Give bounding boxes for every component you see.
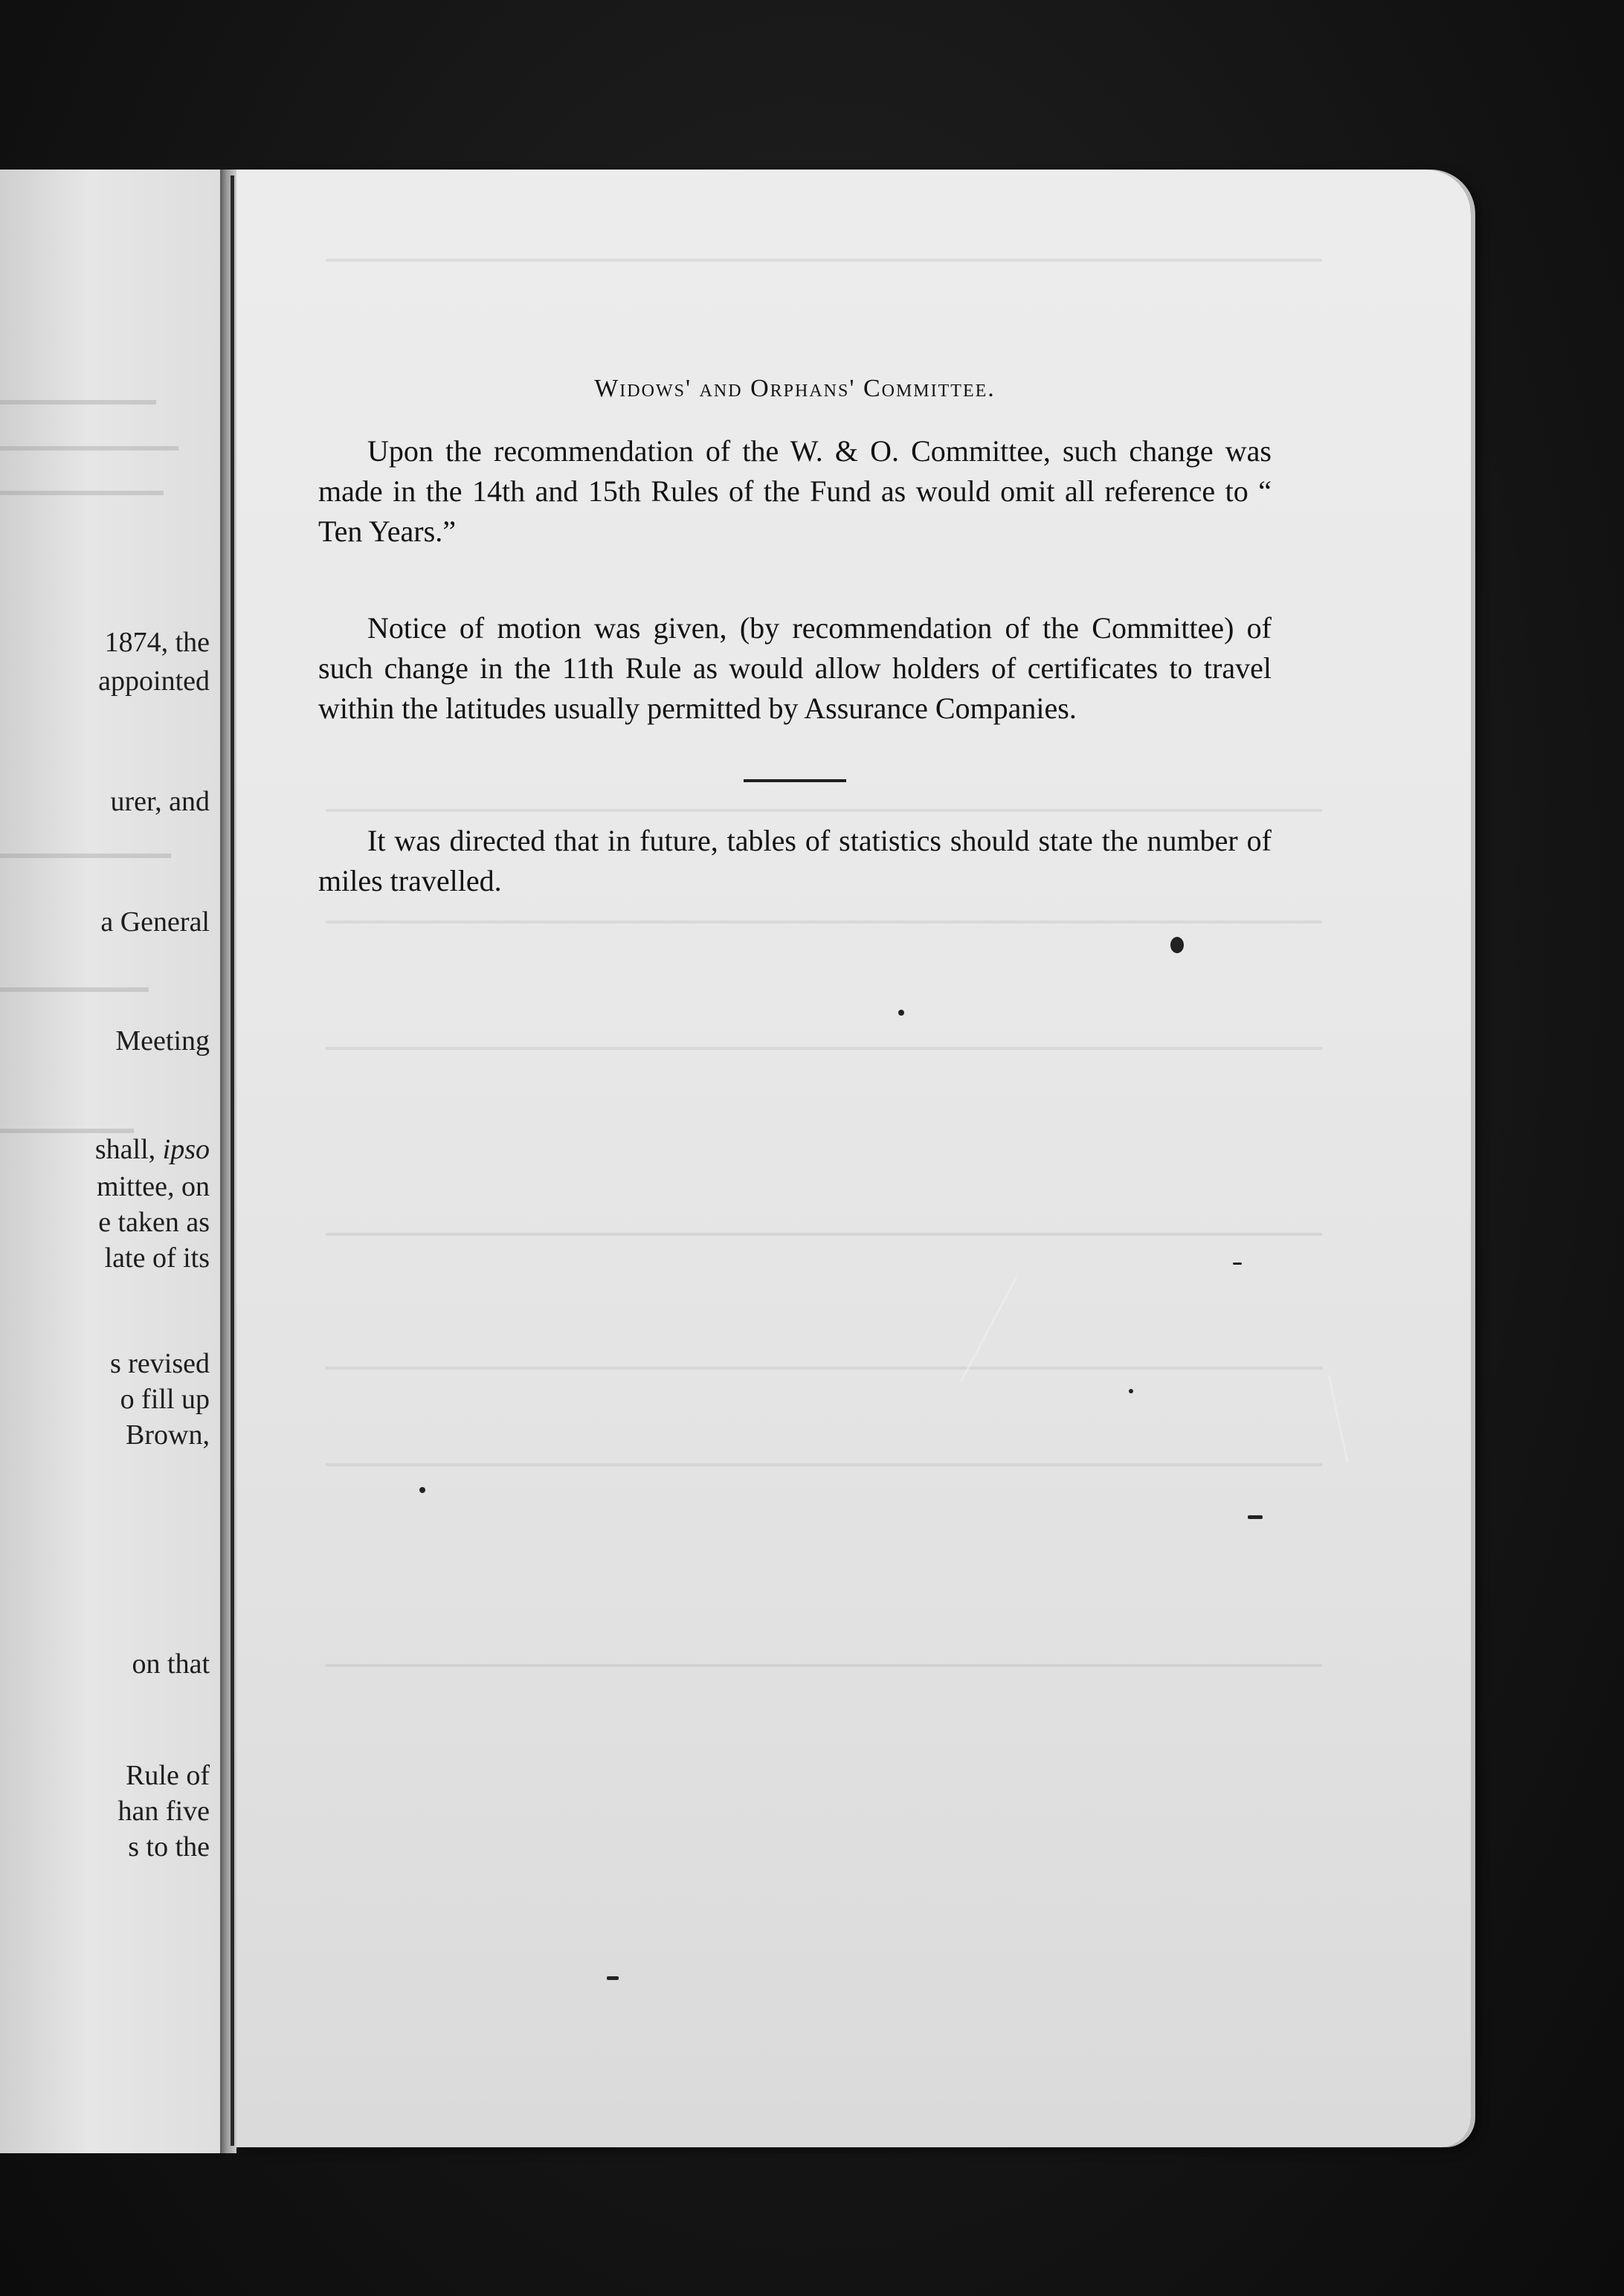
left-page-line: s to the (128, 1831, 210, 1863)
paragraph-text: Upon the recommendation of the W. & O. Committee, such change was made in the 14th and 15th Rules of the Fund as would omit all reference to “ Ten Years.” (318, 434, 1272, 548)
left-page-line: e taken as (98, 1207, 210, 1238)
ink-speck (1248, 1515, 1263, 1519)
ink-speck (898, 1010, 904, 1016)
bleed-through-line (0, 491, 164, 495)
left-page-line: mittee, on (97, 1171, 210, 1202)
left-page (0, 170, 220, 2153)
ink-speck (1129, 1389, 1133, 1393)
left-page-line (95, 1133, 210, 1166)
section-heading: Widows' and Orphans' Committee. (594, 375, 996, 402)
left-page-line: han five (117, 1796, 210, 1827)
paragraph-2 (318, 608, 1272, 729)
ink-speck (607, 1976, 619, 1980)
bleed-through-line (326, 1664, 1322, 1667)
bleed-through-line (0, 400, 156, 404)
paragraph-text: It was directed that in future, tables of statistics should state the number of miles travelled. (318, 824, 1272, 897)
ink-speck (1170, 937, 1184, 953)
left-page-text: shall, (94, 1134, 163, 1165)
left-page-line: urer, and (110, 786, 210, 817)
bleed-through-line (0, 446, 178, 451)
bleed-through-line (326, 1367, 1322, 1370)
paragraph-3 (318, 821, 1272, 901)
bleed-through-line (326, 1047, 1322, 1050)
ink-speck (1233, 1263, 1242, 1265)
left-page-line: s revised (109, 1348, 210, 1379)
left-page-line: on that (132, 1648, 210, 1680)
left-page-line: late of its (104, 1242, 210, 1274)
left-page-line: a General (100, 906, 210, 938)
bleed-through-line (326, 259, 1322, 262)
bleed-through-line (326, 1463, 1322, 1466)
left-page-line: Brown, (126, 1419, 210, 1451)
bleed-through-line (0, 854, 171, 858)
spine-line (231, 175, 234, 2146)
bleed-through-line (0, 987, 149, 992)
section-divider (744, 779, 846, 782)
left-page-line: Meeting (115, 1025, 210, 1057)
left-page-line: Rule of (126, 1760, 210, 1791)
ink-speck (419, 1487, 425, 1493)
left-page-line: appointed (98, 665, 210, 697)
film-scratch (1328, 1375, 1349, 1463)
italic-word: ipso (162, 1134, 210, 1165)
bleed-through-line (326, 920, 1322, 923)
left-page-line: 1874, the (104, 627, 210, 658)
paragraph-1 (318, 431, 1272, 552)
paragraph-text: Notice of motion was given, (by recommendation of the Committee) of such change in the 11th Rule as would allow holders of certificates to travel within the latitudes usually permitted by Assurance Companies. (318, 611, 1272, 725)
right-page (236, 170, 1471, 2147)
bleed-through-line (326, 1233, 1322, 1236)
left-page-line: o fill up (120, 1384, 210, 1415)
bleed-through-line (326, 809, 1322, 812)
